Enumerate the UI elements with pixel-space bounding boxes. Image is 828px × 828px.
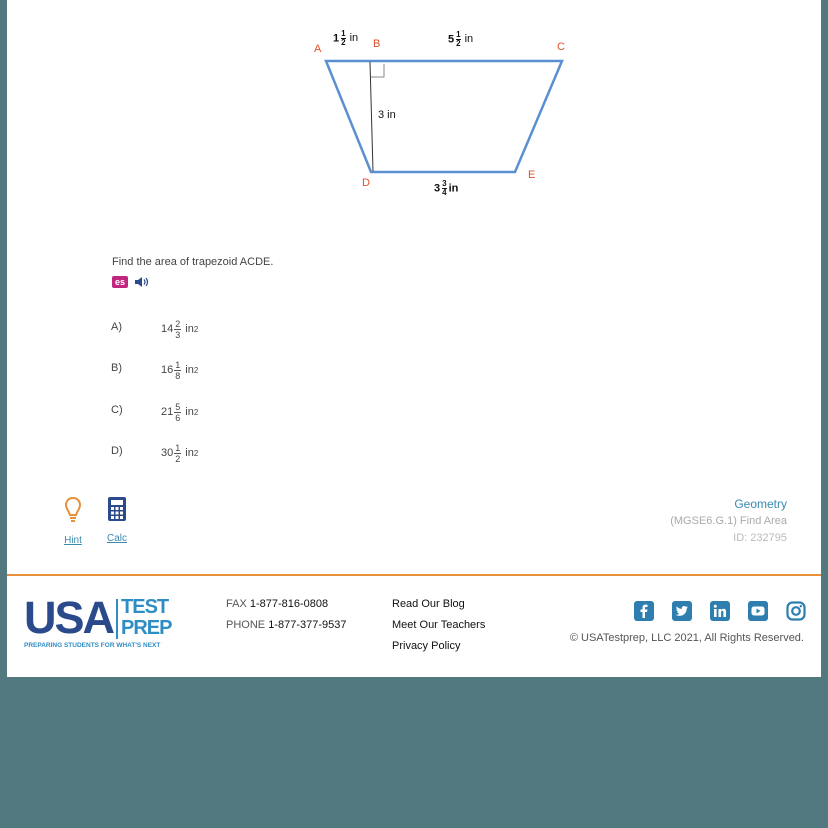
choice-unit: in xyxy=(185,323,194,335)
choice-exp: 2 xyxy=(193,365,199,375)
speaker-icon[interactable] xyxy=(134,276,150,288)
vertex-b-label: B xyxy=(373,38,381,50)
read-blog-link[interactable]: Read Our Blog xyxy=(392,598,465,610)
answer-choice-b[interactable] xyxy=(111,355,411,385)
contact-info xyxy=(226,594,346,636)
choice-num: 1 xyxy=(175,359,181,370)
dim-ab-unit: in xyxy=(349,32,359,45)
choice-value xyxy=(161,314,198,344)
dim-ab-den: 2 xyxy=(341,38,346,47)
dim-bc-whole: 5 xyxy=(448,33,455,46)
choice-whole: 16 xyxy=(161,364,174,376)
trapezoid-diagram xyxy=(7,0,821,210)
choice-value xyxy=(161,397,198,427)
choice-num: 5 xyxy=(175,401,181,412)
fax-line xyxy=(226,594,346,615)
choice-den: 8 xyxy=(175,370,181,381)
footer-divider xyxy=(7,574,821,576)
right-angle-mark xyxy=(371,64,384,77)
answer-choice-a[interactable] xyxy=(111,314,411,344)
privacy-policy-link[interactable]: Privacy Policy xyxy=(392,640,461,652)
meet-teachers-link[interactable]: Meet Our Teachers xyxy=(392,619,486,631)
choice-num: 2 xyxy=(175,318,181,329)
question-panel xyxy=(7,0,821,677)
choice-den: 2 xyxy=(175,453,181,464)
dim-de-whole: 3 xyxy=(434,182,441,195)
spanish-translate-icon[interactable]: es xyxy=(112,276,128,288)
logo-prep: PREP xyxy=(121,617,172,639)
hint-button[interactable] xyxy=(62,496,84,546)
choice-letter: D) xyxy=(111,445,123,457)
height-line xyxy=(370,62,373,171)
dim-bc-num: 1 xyxy=(456,30,461,39)
logo-usa: USA xyxy=(24,592,114,643)
vertex-d-label: D xyxy=(362,177,370,189)
phone-number[interactable]: 1-877-377-9537 xyxy=(268,619,347,631)
dim-ab-num: 1 xyxy=(341,29,346,38)
linkedin-icon[interactable] xyxy=(710,601,730,621)
choice-den: 3 xyxy=(175,329,181,340)
social-links xyxy=(634,601,806,621)
dim-ab-label xyxy=(333,30,358,47)
choice-whole: 14 xyxy=(161,323,174,335)
logo-tagline: PREPARING STUDENTS FOR WHAT'S NEXT xyxy=(24,642,161,649)
choice-unit: in xyxy=(185,364,194,376)
logo-testprep xyxy=(121,597,171,639)
dim-de-num: 3 xyxy=(442,179,447,188)
calc-link[interactable]: Calc xyxy=(106,533,127,544)
choice-num: 1 xyxy=(175,442,181,453)
copyright-text: © USATestprep, LLC 2021, All Rights Reserved. xyxy=(569,632,804,644)
question-meta xyxy=(670,496,787,547)
choice-letter: A) xyxy=(111,321,122,333)
footer-links xyxy=(392,594,485,657)
usatestprep-logo[interactable] xyxy=(24,592,172,649)
phone-line xyxy=(226,615,346,636)
subject-label: Geometry xyxy=(734,497,787,511)
choice-letter: B) xyxy=(111,362,122,374)
fax-number: 1-877-816-0808 xyxy=(249,598,329,610)
standard-label: (MGSE6.G.1) Find Area xyxy=(670,515,787,527)
youtube-icon[interactable] xyxy=(748,601,768,621)
choice-value xyxy=(161,355,198,385)
dim-height-label: 3 in xyxy=(378,109,396,121)
choice-exp: 2 xyxy=(193,448,199,458)
choice-whole: 30 xyxy=(161,447,174,459)
choice-whole: 21 xyxy=(161,406,174,418)
facebook-icon[interactable] xyxy=(634,601,654,621)
phone-label: PHONE xyxy=(226,619,266,631)
question-tools xyxy=(112,276,150,288)
instagram-icon[interactable] xyxy=(786,601,806,621)
dim-de-label xyxy=(434,180,458,197)
twitter-icon[interactable] xyxy=(672,601,692,621)
vertex-c-label: C xyxy=(557,41,565,53)
choice-letter: C) xyxy=(111,404,123,416)
hint-link[interactable]: Hint xyxy=(64,535,82,546)
trapezoid-shape xyxy=(326,61,562,172)
choice-exp: 2 xyxy=(193,324,199,334)
lightbulb-icon xyxy=(64,496,82,524)
dim-de-den: 4 xyxy=(442,188,447,197)
choice-unit: in xyxy=(185,406,194,418)
question-text: Find the area of trapezoid ACDE. xyxy=(112,256,274,268)
answer-choice-c[interactable] xyxy=(111,397,411,427)
dim-de-unit: in xyxy=(448,182,459,195)
dim-bc-den: 2 xyxy=(456,39,461,48)
choice-den: 6 xyxy=(175,412,181,423)
dim-bc-label xyxy=(448,31,473,48)
fax-label: FAX xyxy=(226,598,247,610)
calculator-icon xyxy=(107,496,127,522)
choice-value xyxy=(161,438,198,468)
question-id: ID: 232795 xyxy=(733,532,787,544)
logo-separator xyxy=(116,599,118,639)
choice-unit: in xyxy=(185,447,194,459)
vertex-a-label: A xyxy=(314,43,322,55)
logo-test: TEST xyxy=(121,596,169,618)
vertex-e-label: E xyxy=(528,169,536,181)
choice-exp: 2 xyxy=(193,407,199,417)
dim-ab-whole: 1 xyxy=(333,32,340,45)
dim-bc-unit: in xyxy=(464,33,474,46)
answer-choice-d[interactable] xyxy=(111,438,411,468)
calculator-button[interactable] xyxy=(105,496,129,544)
